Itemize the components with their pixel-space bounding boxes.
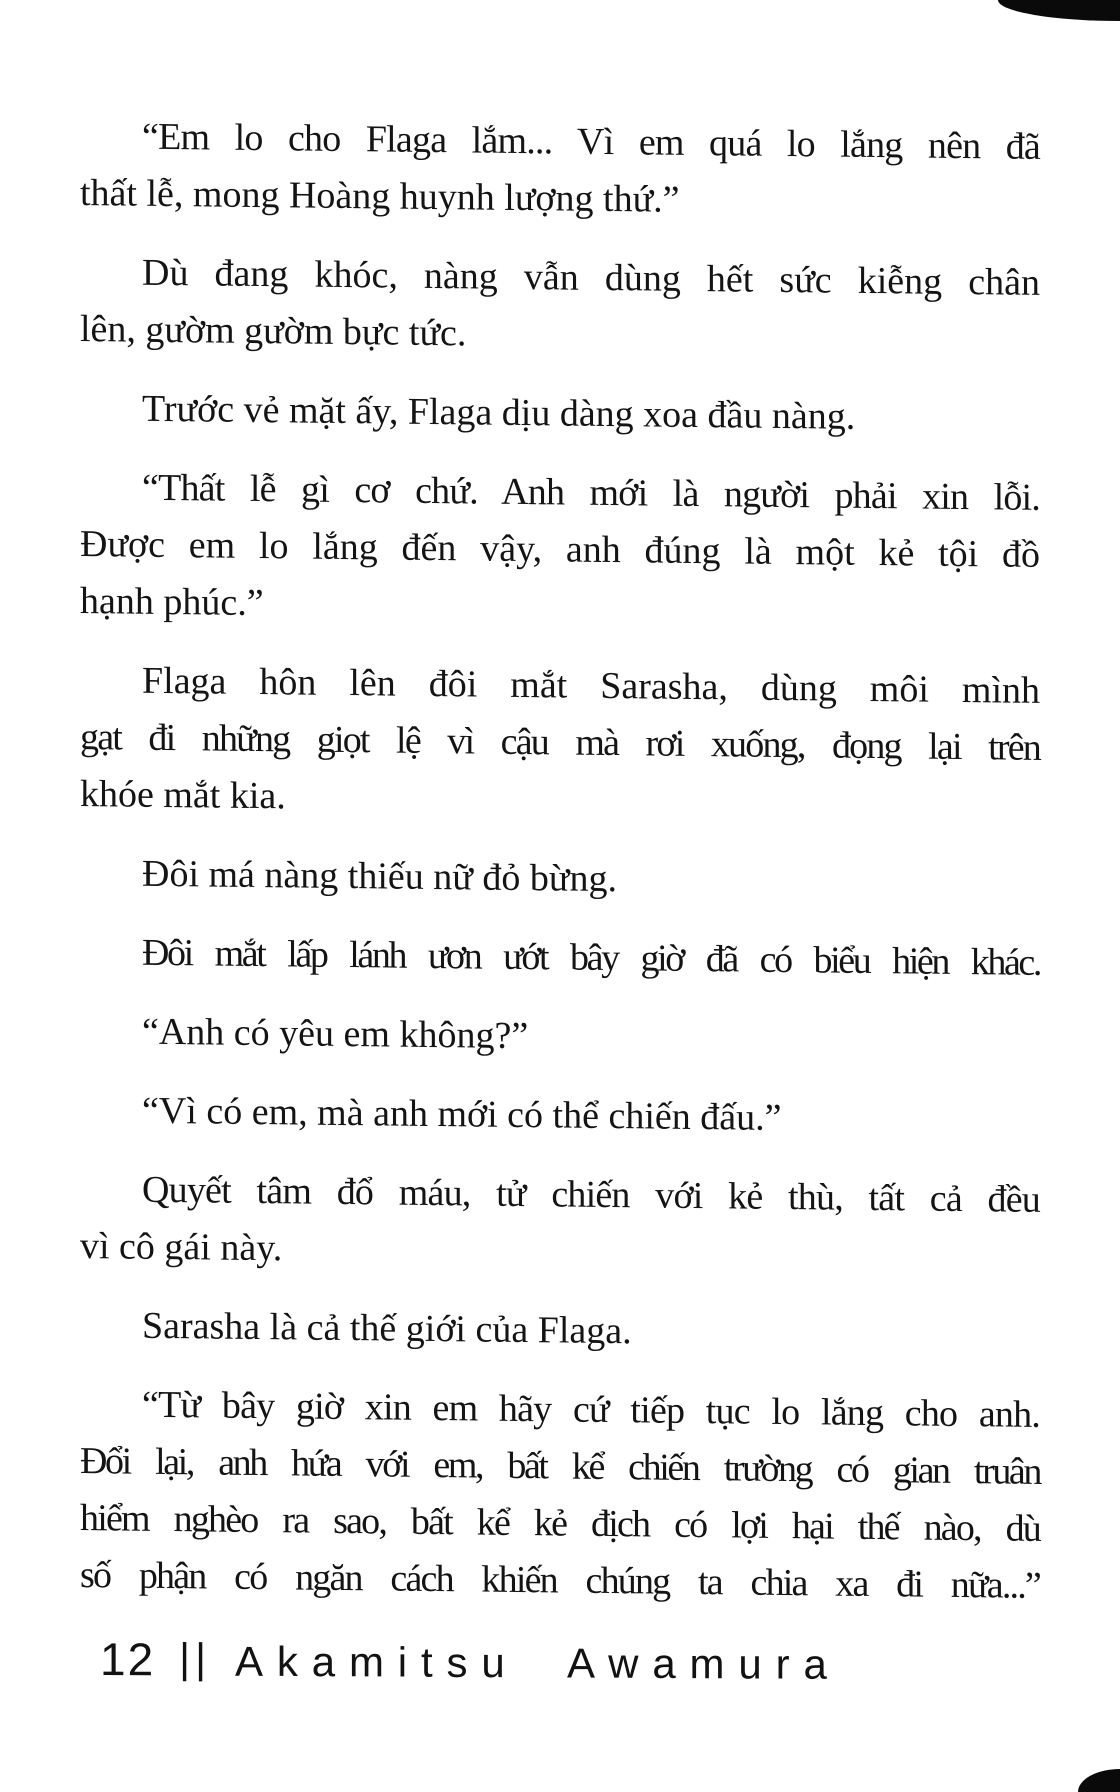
paragraph	[80, 108, 1040, 233]
text-line: “Anh có yêu em không?”	[142, 1010, 529, 1058]
text-line: gạt đi những giọt lệ vì cậu mà rơi xuống, đọng lại trên	[80, 716, 1040, 769]
scan-corner-top-right	[998, 0, 1120, 21]
paragraph	[80, 1376, 1040, 1615]
text-line: lên, gườm gườm bực tức.	[80, 308, 467, 355]
scan-corner-bottom-right	[1078, 1769, 1120, 1792]
paragraph	[80, 845, 1040, 913]
text-line: Flaga hôn lên đôi mắt Sarasha, dùng môi mình	[142, 659, 1040, 712]
text-line: số phận có ngăn cách khiến chúng ta chia xa đi nữa...”	[80, 1554, 1040, 1607]
paragraph	[80, 924, 1040, 992]
text-line: Đổi lại, anh hứa với em, bất kể chiến trường có gian truân	[80, 1440, 1040, 1493]
text-line: Trước vẻ mặt ấy, Flaga dịu dàng xoa đầu nàng.	[142, 387, 856, 438]
paragraph	[80, 1082, 1040, 1150]
text-line: khóe mắt kia.	[80, 773, 286, 818]
paragraph	[80, 244, 1040, 369]
text-line: thất lễ, mong Hoàng huynh lượng thứ.”	[80, 172, 680, 221]
text-line: Được em lo lắng đến vậy, anh đúng là một kẻ tội đồ	[80, 523, 1040, 576]
author-name: Akamitsu Awamura	[235, 1637, 841, 1688]
text-line: Đôi má nàng thiếu nữ đỏ bừng.	[142, 852, 617, 901]
text-line: “Thất lễ gì cơ chứ. Anh mới là người phải xin lỗi.	[142, 466, 1040, 519]
paragraph	[80, 1297, 1040, 1365]
page-text	[80, 108, 1040, 1637]
text-line: Dù đang khóc, nàng vẫn dùng hết sức kiễng chân	[142, 251, 1040, 304]
text-line: Đôi mắt lấp lánh ươn ướt bây giờ đã có biểu hiện khác.	[142, 931, 1040, 984]
footer-separator: ||	[179, 1634, 211, 1682]
page-number: 12	[100, 1633, 156, 1686]
text-line: “Vì có em, mà anh mới có thể chiến đấu.”	[142, 1089, 782, 1139]
paragraph	[80, 1161, 1040, 1286]
paragraph	[80, 1003, 1040, 1071]
text-line: hiểm nghèo ra sao, bất kể kẻ địch có lợi hại thế nào, dù	[80, 1497, 1040, 1550]
text-line: Sarasha là cả thế giới của Flaga.	[142, 1304, 632, 1353]
paragraph	[80, 652, 1040, 834]
paragraph	[80, 380, 1040, 448]
text-line: hạnh phúc.”	[80, 580, 264, 625]
text-line: “Từ bây giờ xin em hãy cứ tiếp tục lo lắng cho anh.	[142, 1383, 1040, 1436]
paragraph	[80, 459, 1040, 641]
page-footer	[100, 1632, 841, 1690]
text-line: vì cô gái này.	[80, 1225, 283, 1270]
text-line: “Em lo cho Flaga lắm... Vì em quá lo lắng nên đã	[142, 115, 1040, 168]
text-line: Quyết tâm đổ máu, tử chiến với kẻ thù, tất cả đều	[142, 1168, 1040, 1221]
